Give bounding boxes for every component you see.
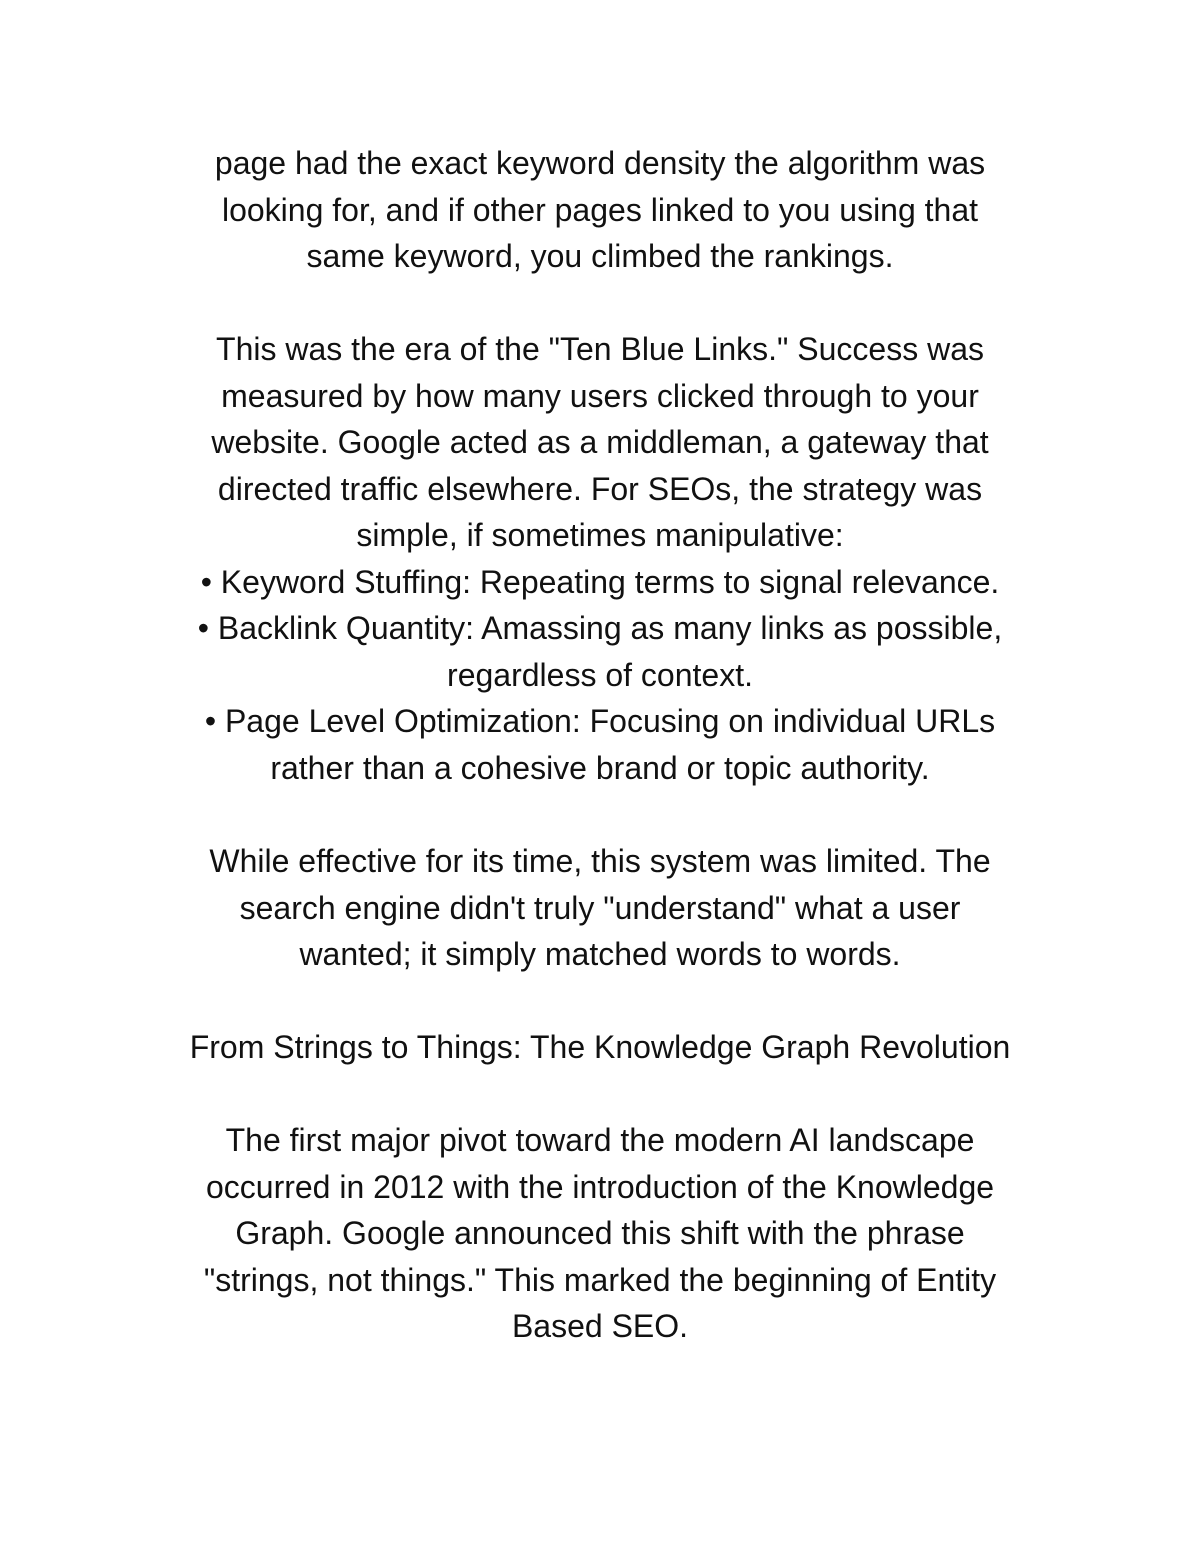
bullet-backlink-quantity: • Backlink Quantity: Amassing as many links as possible,: [197, 610, 1003, 646]
text-line: page had the exact keyword density the algorithm was: [214, 145, 986, 181]
text-line: simple, if sometimes manipulative:: [356, 517, 844, 553]
bullet-page-level-optimization: • Page Level Optimization: Focusing on individual URLs: [204, 703, 996, 739]
text-line: directed traffic elsewhere. For SEOs, the strategy was: [217, 470, 983, 507]
text-line: same keyword, you climbed the rankings.: [306, 238, 894, 274]
paragraph-ten-blue-links: [100, 326, 1100, 791]
text-line: The first major pivot toward the modern AI landscape: [225, 1122, 975, 1158]
paragraph-system-limited: [100, 838, 1100, 978]
text-line: While effective for its time, this system was limited. The: [209, 843, 991, 879]
text-line: Graph. Google announced this shift with the phrase: [235, 1215, 965, 1251]
text-line: This was the era of the "Ten Blue Links." Success was: [216, 331, 984, 367]
text-line: looking for, and if other pages linked to you using that: [221, 191, 979, 228]
section-heading-text: From Strings to Things: The Knowledge Graph Revolution: [189, 1029, 1011, 1065]
bullet-keyword-stuffing: • Keyword Stuffing: Repeating terms to signal relevance.: [200, 563, 1000, 600]
text-line: search engine didn't truly "understand" what a user: [239, 889, 961, 926]
text-line: website. Google acted as a middleman, a gateway that: [211, 424, 989, 460]
text-line: "strings, not things." This marked the beginning of Entity: [203, 1261, 997, 1298]
section-heading: [100, 1024, 1100, 1071]
paragraph-knowledge-graph: [100, 1117, 1100, 1350]
bullet-backlink-quantity-cont: regardless of context.: [447, 656, 753, 693]
text-line: wanted; it simply matched words to words.: [299, 936, 901, 972]
text-line: occurred in 2012 with the introduction of the Knowledge: [205, 1168, 995, 1205]
text-line: measured by how many users clicked through to your: [221, 377, 979, 414]
text-line: Based SEO.: [511, 1308, 689, 1344]
bullet-page-level-optimization-cont: rather than a cohesive brand or topic authority.: [270, 749, 930, 786]
paragraph-keyword-density: [100, 140, 1100, 280]
